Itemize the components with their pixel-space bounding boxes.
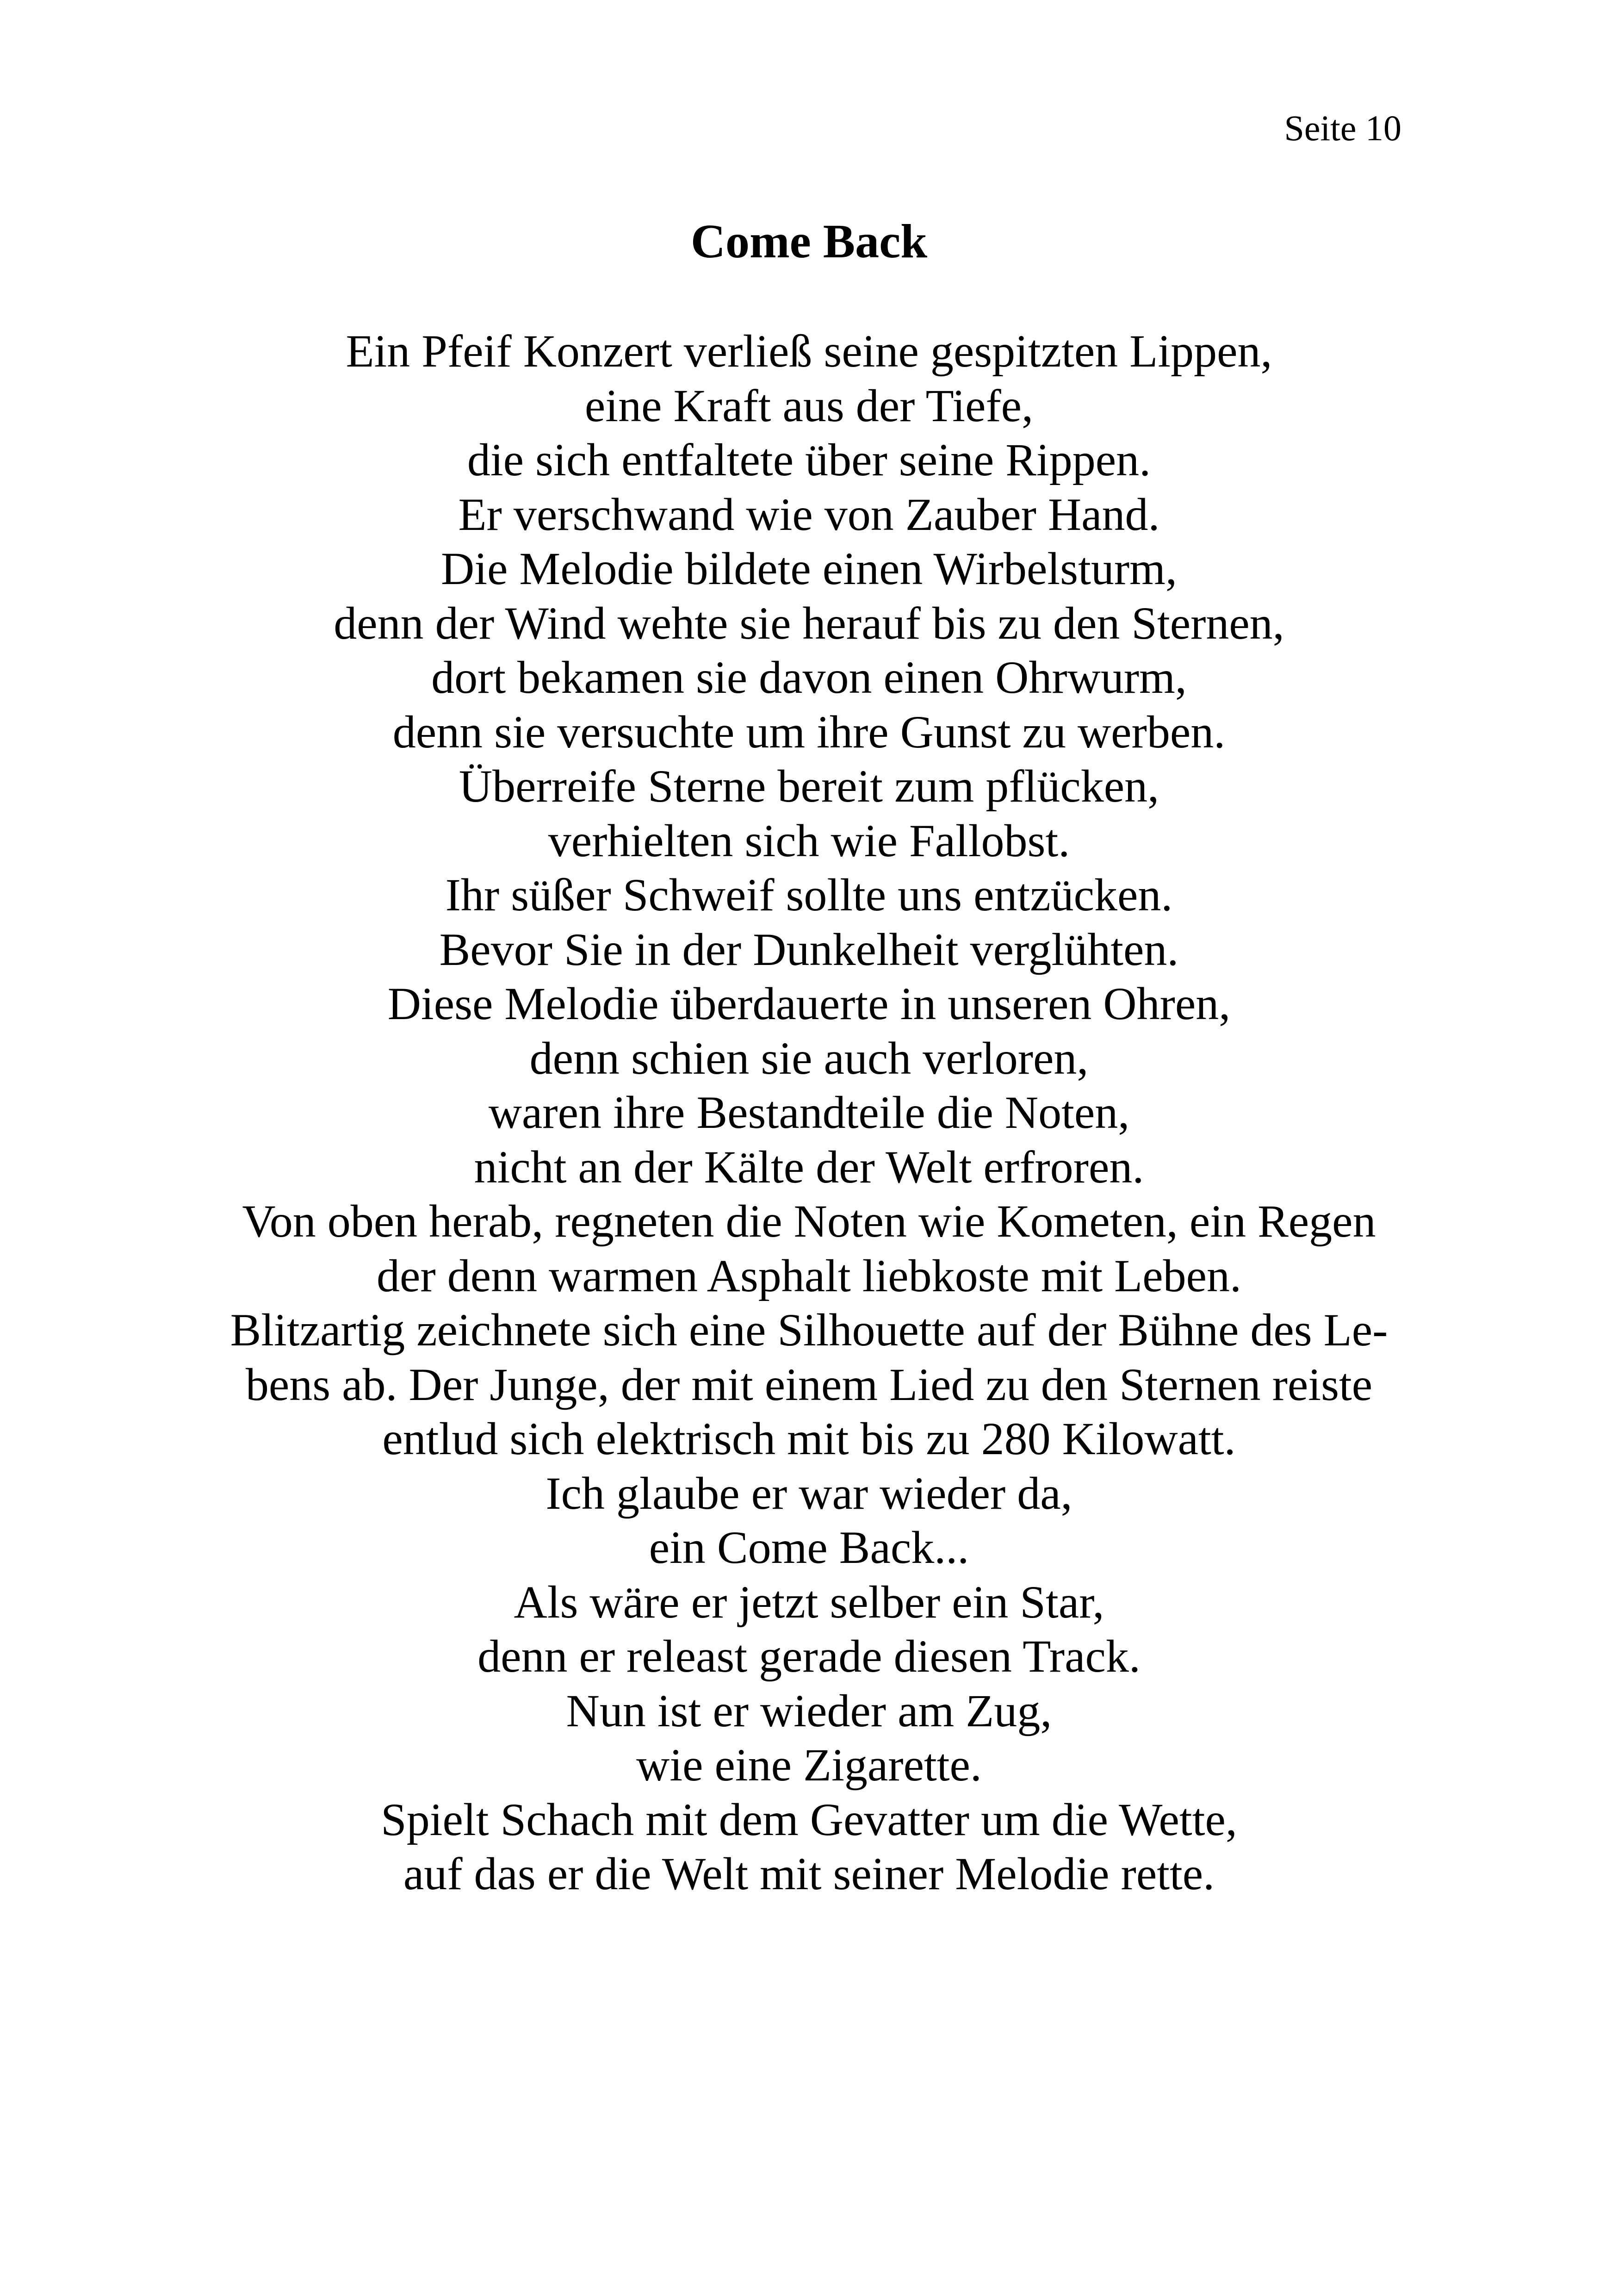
poem-line: Ein Pfeif Konzert verließ seine gespitzten Lippen, [346, 325, 1272, 377]
poem-line: der denn warmen Asphalt liebkoste mit Leben. [377, 1250, 1241, 1301]
poem-line: Nun ist er wieder am Zug, [566, 1685, 1052, 1736]
poem-line: bens ab. Der Junge, der mit einem Lied zu den Sternen reiste [245, 1358, 1373, 1410]
page-number: Seite 10 [1284, 108, 1401, 148]
poem-line: waren ihre Bestandteile die Noten, [488, 1087, 1130, 1138]
poem-line: entlud sich elektrisch mit bis zu 280 Kilowatt. [382, 1413, 1236, 1464]
poem-line: Von oben herab, regneten die Noten wie Kometen, ein Regen [242, 1195, 1376, 1247]
poem-line: Spielt Schach mit dem Gevatter um die Wette, [381, 1793, 1237, 1845]
poem-line: Er verschwand wie von Zauber Hand. [458, 488, 1160, 540]
poem-line: Ihr süßer Schweif sollte uns entzücken. [445, 869, 1173, 921]
poem-line: auf das er die Welt mit seiner Melodie rette. [403, 1848, 1215, 1899]
poem-body [0, 324, 1618, 1901]
poem-line: Die Melodie bildete einen Wirbelsturm, [441, 543, 1177, 594]
poem-line: nicht an der Kälte der Welt erfroren. [474, 1141, 1144, 1193]
poem-line: Ich glaube er war wieder da, [546, 1467, 1072, 1519]
poem-line: ein Come Back... [649, 1522, 969, 1573]
poem-line: denn er releast gerade diesen Track. [477, 1630, 1141, 1682]
poem-line: die sich entfaltete über seine Rippen. [467, 434, 1151, 485]
poem-title: Come Back [690, 215, 928, 268]
poem-line: eine Kraft aus der Tiefe, [584, 380, 1034, 431]
poem-line: Blitzartig zeichnete sich eine Silhouette auf der Bühne des Le- [230, 1304, 1388, 1356]
poem-line: denn der Wind wehte sie herauf bis zu den Sternen, [334, 597, 1284, 649]
poem-line: Bevor Sie in der Dunkelheit verglühten. [439, 923, 1179, 975]
poem-line: Überreife Sterne bereit zum pflücken, [459, 760, 1159, 812]
poem-line: denn schien sie auch verloren, [529, 1032, 1089, 1084]
poem-line: Als wäre er jetzt selber ein Star, [514, 1576, 1104, 1628]
poem-line: wie eine Zigarette. [636, 1739, 982, 1791]
poem-line: Diese Melodie überdauerte in unseren Ohren, [387, 978, 1231, 1029]
poem-line: verhielten sich wie Fallobst. [548, 815, 1070, 866]
poem-line: dort bekamen sie davon einen Ohrwurm, [431, 652, 1187, 703]
poem-line: denn sie versuchte um ihre Gunst zu werben. [392, 706, 1226, 758]
